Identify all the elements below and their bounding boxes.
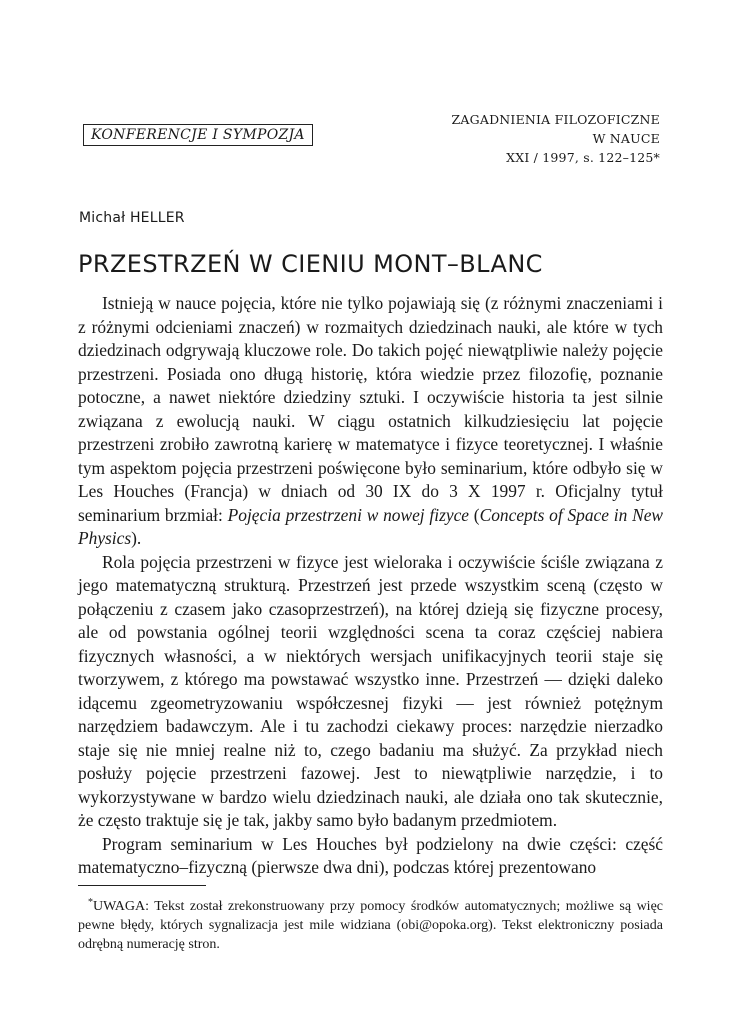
paragraph-1-text: Istnieją w nauce pojęcia, które nie tylko pojawiają się (z różnymi znaczeniami i z różnymi odcieniami znaczeń) w rozmaitych dziedzinach nauki, ale które w tych dziedzinach odgrywają kluczowe role. Do takich pojęć niewątpliwie należy pojęcie przestrzeni. Posiada ono długą historię, która wiedzie przez filozofię, poznanie potoczne, a nawet niektóre dziedziny sztuki. I oczywiście historia ta jest silnie związana z ewolucją nauki. W ciągu ostatnich kilkudziesięciu lat pojęcie przestrzeni zrobiło zawrotną karierę w matematyce i fizyce teoretycznej. I właśnie tym aspektom pojęcia przestrzeni poświęcone było seminarium, które odbyło się w Les Houches (Francja) w dniach od 30 IX do 3 X 1997 r. Oficjalny tytuł seminarium brzmiał:	[78, 293, 663, 525]
footnote-marker: *	[88, 897, 93, 908]
section-label: KONFERENCJE I SYMPOZJA	[83, 124, 313, 146]
seminar-title-polish: Pojęcia przestrzeni w nowej fizyce	[227, 504, 470, 525]
journal-issue: XXI / 1997, s. 122–125*	[506, 150, 660, 165]
paragraph-3: Program seminarium w Les Houches był podzielony na dwie części: część matematyczno–fizyczną (pierwsze dwa dni), podczas której prezentowano	[78, 833, 663, 877]
footnote-text: UWAGA: Tekst został zrekonstruowany przy pomocy środków automatycznych; możliwe są więc pewne błędy, których sygnalizacja jest mile widziana (obi@opoka.org). Tekst elektroniczny posiada odrębną numerację stron.	[78, 899, 663, 952]
paragraph-1-end: ).	[131, 528, 142, 548]
paragraph-2: Rola pojęcia przestrzeni w fizyce jest wieloraka i oczywiście ściśle związana z jego matematyczną strukturą. Przestrzeń jest przede wszystkim sceną (często w połączeniu z czasem jako czasoprzestrzeń), na której dzieją się fizyczne procesy, ale od powstania ogólnej teorii względności scena ta coraz częściej nabiera fizycznych własności, a w niektórych wersjach unifikacyjnych teorii staje się tworzywem, z którego ma powstawać wszystko inne. Przestrzeń — dzięki daleko idącemu zgeometryzowaniu współczesnej fizyki — jest również potężnym narzędziem badawczym. Ale i tu zachodzi ciekawy proces: narzędzie nierzadko staje się nie mniej realne niż to, czego badaniu ma służyć. Za przykład niech posłuży pojęcie przestrzeni fazowej. Jest to niewątpliwie narzędzie, i to wykorzystywane w bardzo wielu dziedzinach nauki, ale działa ono tak skutecznie, że często traktuje się je tak, jakby samo było badanym przedmiotem.	[78, 551, 663, 830]
paragraph-1-separator: (	[469, 504, 480, 525]
paragraph-1	[78, 292, 663, 551]
article-title: PRZESTRZEŃ W CIENIU MONT–BLANC	[78, 250, 543, 278]
author-name: Michał HELLER	[79, 210, 185, 226]
journal-info	[452, 110, 660, 167]
footnote	[78, 893, 663, 954]
article-body	[78, 292, 663, 880]
journal-subtitle: W NAUCE	[592, 131, 660, 146]
footnote-rule	[78, 885, 206, 886]
seminar-title-english: Concepts of Space in New Physics	[78, 504, 664, 548]
journal-name: ZAGADNIENIA FILOZOFICZNE	[451, 112, 660, 127]
